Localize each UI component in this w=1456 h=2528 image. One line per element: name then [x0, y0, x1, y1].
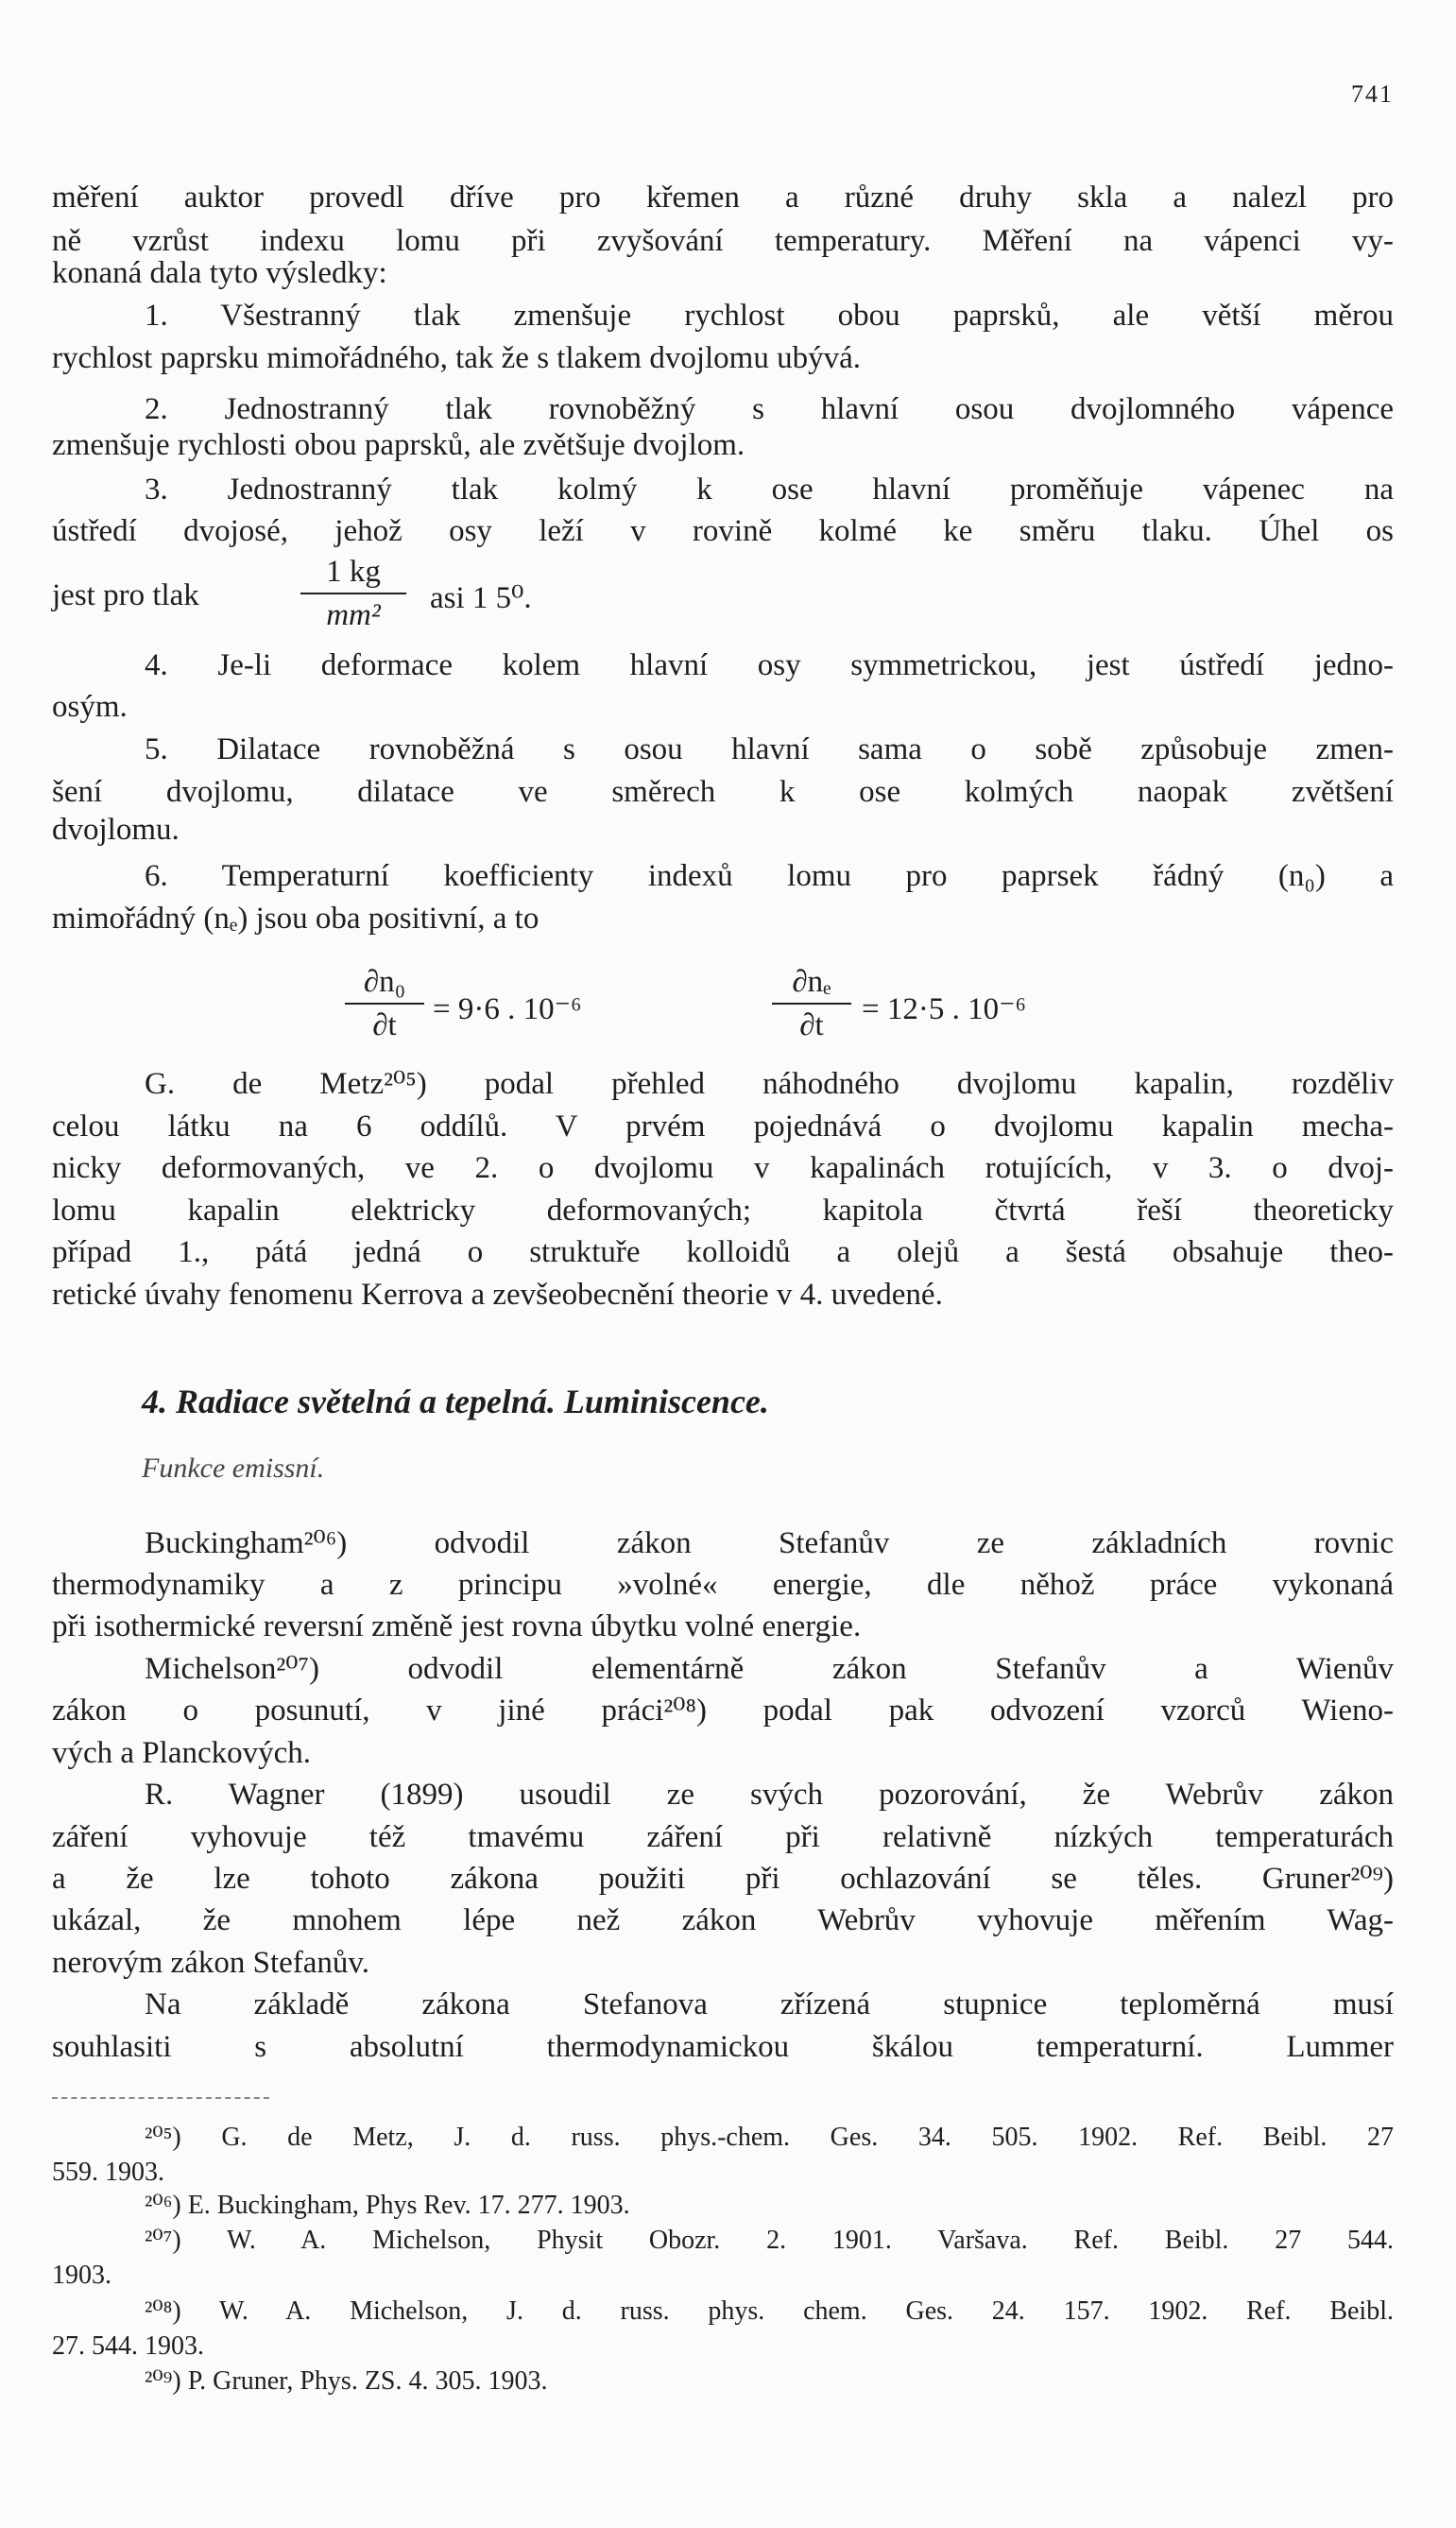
text-line: G. de Metz²⁰⁵) podal přehled náhodného dvojlomu kapalin, rozděliv [145, 1067, 1394, 1101]
formula-prefix: jest pro tlak [52, 578, 199, 612]
footnote-line: ²⁰⁶) E. Buckingham, Phys Rev. 17. 277. 1903. [145, 2191, 630, 2220]
list-item-line: 2. Jednostranný tlak rovnoběžný s hlavní osou dvojlomného vápence [145, 392, 1394, 426]
fraction-bar [300, 593, 406, 594]
footnote-separator [52, 2097, 269, 2099]
list-item-line: 1. Všestranný tlak zmenšuje rychlost obou paprsků, ale větší měrou [145, 299, 1394, 333]
list-item-line: 4. Je-li deformace kolem hlavní osy symmetrickou, jest ústředí jedno- [145, 648, 1394, 682]
footnote-line: 27. 544. 1903. [52, 2331, 204, 2361]
footnote-line: ²⁰⁸) W. A. Michelson, J. d. russ. phys. chem. Ges. 24. 157. 1902. Ref. Beibl. [145, 2296, 1394, 2326]
list-item-line: zmenšuje rychlosti obou paprsků, ale zvětšuje dvojlom. [52, 428, 745, 462]
fraction-numerator: ∂nₑ [792, 965, 831, 999]
list-item-line: 3. Jednostranný tlak kolmý k ose hlavní proměňuje vápenec na [145, 473, 1394, 507]
section-heading: 4. Radiace světelná a tepelná. Luminiscence. [142, 1383, 769, 1420]
subsection-heading: Funkce emissní. [142, 1453, 325, 1484]
list-item-line: šení dvojlomu, dilatace ve směrech k ose kolmých naopak zvětšení [52, 775, 1394, 809]
text-line: lomu kapalin elektricky deformovaných; kapitola čtvrtá řeší theoreticky [52, 1194, 1394, 1228]
text-line: Na základě zákona Stefanova zřízená stupnice teploměrná musí [145, 1987, 1394, 2021]
footnote-line: 559. 1903. [52, 2158, 164, 2187]
fraction-denominator: mm² [326, 598, 381, 632]
text-line: záření vyhovuje též tmavému záření při relativně nízkých temperaturách [52, 1820, 1394, 1854]
footnote-line: ²⁰⁹) P. Gruner, Phys. ZS. 4. 305. 1903. [145, 2366, 548, 2396]
fraction-denominator: ∂t [799, 1008, 824, 1042]
text-line: při isothermické reversní změně jest rovna úbytku volné energie. [52, 1609, 862, 1643]
formula-value-extraordinary: = 12·5 . 10⁻⁶ [862, 992, 1027, 1026]
pressure-fraction [300, 554, 406, 633]
page-number: 741 [1351, 80, 1394, 108]
text-line: a že lze tohoto zákona použiti při ochlazování se těles. Gruner²⁰⁹) [52, 1862, 1394, 1896]
formula-fraction-ordinary [345, 964, 424, 1043]
text-line: souhlasiti s absolutní thermodynamickou škálou temperaturní. Lummer [52, 2030, 1394, 2064]
text-line: celou látku na 6 oddílů. V prvém pojednává o dvojlomu kapalin mecha- [52, 1109, 1394, 1144]
fraction-denominator: ∂t [372, 1008, 397, 1042]
formula-value-ordinary: = 9·6 . 10⁻⁶ [433, 992, 582, 1026]
footnote-line: 1903. [52, 2261, 111, 2290]
text-line: Michelson²⁰⁷) odvodil elementárně zákon Stefanův a Wienův [145, 1652, 1394, 1686]
text-line: thermodynamiky a z principu »volné« energie, dle něhož práce vykonaná [52, 1568, 1394, 1602]
text-line: retické úvahy fenomenu Kerrova a zevšeobecnění theorie v 4. uvedené. [52, 1278, 943, 1312]
fraction-bar [345, 1003, 424, 1005]
formula-suffix: asi 1 5⁰. [430, 581, 532, 615]
fraction-bar [772, 1003, 851, 1005]
list-item-line: 6. Temperaturní koefficienty indexů lomu pro paprsek řádný (n₀) a [145, 859, 1394, 893]
text-line: nerovým zákon Stefanův. [52, 1946, 370, 1980]
text-line: ně vzrůst indexu lomu při zvyšování temperatury. Měření na vápenci vy- [52, 224, 1394, 258]
text-line: zákon o posunutí, v jiné práci²⁰⁸) podal pak odvození vzorců Wieno- [52, 1694, 1394, 1728]
text-line: případ 1., pátá jedná o struktuře kolloidů a olejů a šestá obsahuje theo- [52, 1235, 1394, 1269]
text-line: ukázal, že mnohem lépe než zákon Webrův vyhovuje měřením Wag- [52, 1903, 1394, 1937]
fraction-numerator: 1 kg [326, 555, 381, 589]
fraction-numerator: ∂n₀ [363, 965, 406, 999]
text-line: Buckingham²⁰⁶) odvodil zákon Stefanův ze základních rovnic [145, 1526, 1394, 1560]
text-line: nicky deformovaných, ve 2. o dvojlomu v kapalinách rotujících, v 3. o dvoj- [52, 1151, 1394, 1185]
text-line: měření auktor provedl dříve pro křemen a různé druhy skla a nalezl pro [52, 181, 1394, 215]
list-item-line: 5. Dilatace rovnoběžná s osou hlavní sama o sobě způsobuje zmen- [145, 732, 1394, 766]
list-item-line: mimořádný (nₑ) jsou oba positivní, a to [52, 902, 540, 936]
text-line: konaná dala tyto výsledky: [52, 256, 387, 290]
list-item-line: dvojlomu. [52, 813, 180, 847]
footnote-line: ²⁰⁵) G. de Metz, J. d. russ. phys.-chem. Ges. 34. 505. 1902. Ref. Beibl. 27 [145, 2123, 1394, 2152]
text-line: R. Wagner (1899) usoudil ze svých pozorování, že Webrův zákon [145, 1778, 1394, 1812]
footnote-line: ²⁰⁷) W. A. Michelson, Physit Obozr. 2. 1901. Varšava. Ref. Beibl. 27 544. [145, 2226, 1394, 2255]
list-item-line: rychlost paprsku mimořádného, tak že s tlakem dvojlomu ubývá. [52, 341, 861, 375]
list-item-line: ústředí dvojosé, jehož osy leží v rovině kolmé ke směru tlaku. Úhel os [52, 514, 1394, 548]
text-line: vých a Planckových. [52, 1736, 312, 1770]
formula-fraction-extraordinary [772, 964, 851, 1043]
list-item-line: osým. [52, 690, 128, 724]
